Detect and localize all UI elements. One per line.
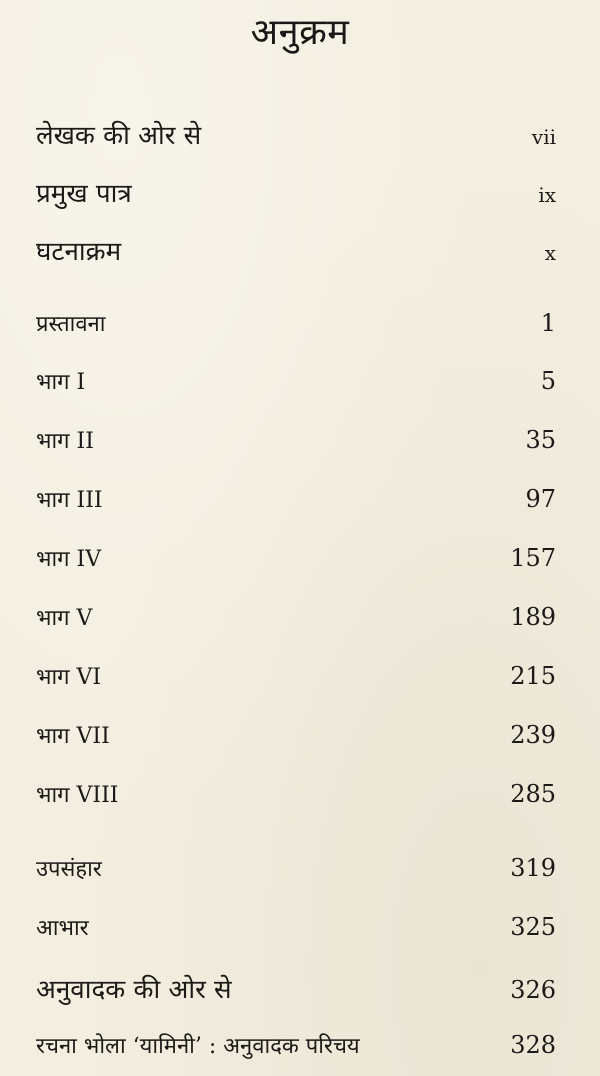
toc-entry-label: भाग VI <box>36 665 102 690</box>
toc-entry-label: भाग III <box>36 488 103 513</box>
toc-entry-page: 189 <box>510 603 556 631</box>
toc-entry-label: उपसंहार <box>36 857 102 882</box>
toc-entry-page: 35 <box>525 426 556 454</box>
toc-entry-anuvadak-parichay <box>36 1030 556 1070</box>
toc-entry-label: प्रमुख पात्र <box>36 179 132 209</box>
toc-entry-label: अनुवादक की ओर से <box>36 975 232 1005</box>
toc-entry-bhag-8 <box>36 779 556 819</box>
toc-entry-label: घटनाक्रम <box>36 237 122 267</box>
toc-entry-ghatnakram <box>36 232 556 272</box>
toc-entry-pramukh-patra <box>36 174 556 214</box>
toc-entry-label: भाग II <box>36 429 94 454</box>
toc-entry-page: 326 <box>510 976 556 1004</box>
toc-entry-page: 328 <box>510 1031 556 1059</box>
toc-entry-bhag-7 <box>36 720 556 760</box>
toc-entry-bhag-1 <box>36 366 556 406</box>
toc-entry-aabhar <box>36 912 556 952</box>
toc-entry-bhag-5 <box>36 602 556 642</box>
page-title: अनुक्रम <box>250 12 350 53</box>
toc-entry-bhag-4 <box>36 543 556 583</box>
toc-entry-anuvadak-ki-or-se <box>36 970 556 1010</box>
toc-entry-page: 97 <box>525 485 556 513</box>
toc-entry-lekhak-ki-or-se <box>36 116 556 156</box>
toc-entry-label: भाग IV <box>36 547 102 572</box>
toc-entry-page: 5 <box>540 367 556 395</box>
toc-entry-label: भाग VIII <box>36 783 119 808</box>
toc-entry-label: भाग VII <box>36 724 110 749</box>
toc-entry-page: 285 <box>510 780 556 808</box>
toc-entry-page: vii <box>531 125 556 149</box>
toc-entry-label: लेखक की ओर से <box>36 121 202 151</box>
toc-entry-page: 239 <box>510 721 556 749</box>
toc-entry-page: 215 <box>510 662 556 690</box>
toc-entry-page: 157 <box>510 544 556 572</box>
toc-entry-label: प्रस्तावना <box>36 312 106 337</box>
toc-entry-bhag-2 <box>36 425 556 465</box>
toc-entry-label: भाग V <box>36 606 93 631</box>
toc-entry-prastavana <box>36 308 556 348</box>
toc-entry-upsanhar <box>36 853 556 893</box>
toc-entry-bhag-3 <box>36 484 556 524</box>
toc-entry-label: आभार <box>36 916 89 941</box>
toc-entry-label: रचना भोला ‘यामिनी’ : अनुवादक परिचय <box>36 1034 360 1059</box>
toc-entry-label: भाग I <box>36 370 86 395</box>
toc-entry-page: 325 <box>510 913 556 941</box>
toc-entry-page: 319 <box>510 854 556 882</box>
toc-entry-bhag-6 <box>36 661 556 701</box>
toc-entry-page: x <box>544 241 556 265</box>
toc-entry-page: ix <box>538 183 556 207</box>
toc-entry-page: 1 <box>540 309 556 337</box>
